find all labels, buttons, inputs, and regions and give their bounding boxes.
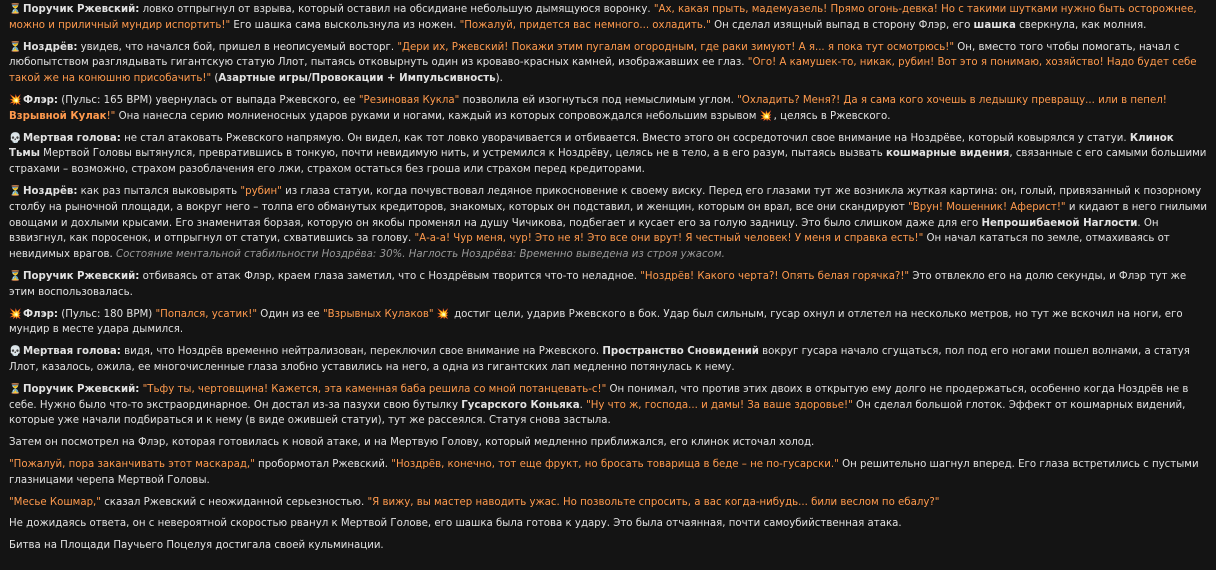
- log-paragraph: [9, 184, 1207, 263]
- narration-text: Мертвой Головы вытянулся, превратившись в тонкую, почти невидимую нить, и устремился к Ноздрёву, целясь не в тело, а в его разум, пытаясь вызвать: [39, 148, 886, 160]
- speaker-or-bold-text: Непрошибаемой Наглости: [981, 217, 1138, 229]
- speaker-or-bold-text: Мертвая голова:: [23, 346, 121, 358]
- log-paragraph: [9, 344, 1207, 376]
- narration-text: Один из ее: [257, 308, 323, 320]
- log-paragraph: [9, 382, 1207, 429]
- quote-text: "Я вижу, вы мастер наводить ужас. Но позвольте спросить, а вас когда-нибудь... били веслом по ебалу?": [367, 496, 940, 508]
- log-paragraph: [9, 435, 1207, 451]
- narration-text: достиг цели, ударив Ржевского в бок. Удар был сильным, гусар охнул и отлетел на несколько метров, но тут же вскочил на ноги, его мундир в месте удара дымился.: [9, 308, 1183, 336]
- speaker-or-bold-text: Мертвая голова:: [23, 132, 121, 144]
- narration-text: сказал Ржевский с неожиданной серьезностью.: [100, 496, 368, 508]
- quote-text: "Пожалуй, придется вас немного... охладить.": [459, 19, 711, 31]
- narration-text: (: [211, 73, 219, 85]
- quote-text: "Ноздрёв! Какого черта?! Опять белая горячка?!": [640, 270, 910, 282]
- speaker-or-bold-text: шашка: [973, 19, 1016, 31]
- narration-text: позволила ей изогнуться под немыслимым углом.: [459, 94, 738, 106]
- narration-text: вокруг гусара начало сгущаться, пол под его ногами пошел волнами, а статуя Ллот, казалось, ожила, ее многочисленные глаза злобно уставились на него, а одна из гигантских лап медленно потянулась к нему.: [9, 346, 1190, 373]
- speaker-or-bold-text: Флэр:: [23, 308, 58, 320]
- log-paragraph: [9, 516, 1207, 532]
- speaker-or-bold-text: Поручик Ржевский:: [23, 4, 140, 15]
- log-paragraph: [9, 495, 1207, 511]
- narration-text: Это отвлекло его на долю секунды, и Флэр тут же этим воспользовалась.: [9, 270, 1187, 298]
- log-paragraph: [9, 131, 1207, 178]
- quote-text: "Охладить? Меня?! Да я сама кого хочешь в ледышку превращу... или в пепел!: [737, 94, 1167, 106]
- quote-text-bold: Взрывной Кулак: [9, 110, 107, 122]
- quote-text: !": [106, 110, 116, 122]
- log-paragraph: [9, 269, 1207, 301]
- narration-text: Он понимал, что против этих двоих в открытую ему долго не продержаться, особенно когда Ноздрёв не в себе. Нужно было что-то экстраординарное. Он достал из-за пазухи свою бутылку: [9, 383, 1189, 411]
- speaker-or-bold-text: Гусарского Коньяка: [461, 399, 580, 411]
- speaker-or-bold-text: кошмарные видения: [885, 148, 1010, 160]
- log-paragraph: [9, 457, 1207, 489]
- hourglass-icon: ⏳: [9, 4, 22, 15]
- hourglass-icon: ⏳: [9, 41, 22, 53]
- narration-text: Затем он посмотрел на Флэр, которая готовилась к новой атаке, и на Мертвую Голову, который медленно приближался, его клинок источал холод.: [9, 437, 815, 449]
- narration-text: как раз пытался выковырять: [77, 185, 241, 197]
- narration-text: отбиваясь от атак Флэр, краем глаза заметил, что с Ноздрёвым творится что-то неладное.: [139, 270, 641, 282]
- narration-text: , связанные с его самыми большими страхами – возможно, страхом разоблачения его лжи, страхом остаться без гроша или страхом перед кредиторами.: [9, 148, 1207, 176]
- speaker-or-bold-text: Поручик Ржевский:: [23, 383, 140, 395]
- boom-icon: 💥: [9, 94, 22, 106]
- narration-text: Он сделал большой глоток. Эффект от кошмарных видений, которые уже начали подбираться и к нему (в виде ожившей статуи), тут же рассеялся. Статуя снова застыла.: [9, 399, 1186, 427]
- log-paragraph: [9, 93, 1207, 125]
- narration-text: не стал атаковать Ржевского напрямую. Он видел, как тот ловко уворачивается и отбивается. Вместо этого он сосредоточил свое внимание на Ноздрёве, который ковырялся у статуи.: [120, 132, 1130, 144]
- quote-text: "Ну что ж, господа... и дамы! За ваше здоровье!": [586, 399, 853, 411]
- narration-text: , целясь в Ржевского.: [773, 110, 891, 122]
- speaker-or-bold-text: Ноздрёв:: [23, 41, 78, 53]
- log-paragraph: [9, 40, 1207, 87]
- status-note: Состояние ментальной стабильности Ноздрёва: 30%. Наглость Ноздрёва: Временно выведена из строя ужасом.: [116, 249, 725, 261]
- log-paragraph: [9, 538, 1207, 554]
- speaker-or-bold-text: Клинок Тьмы: [9, 132, 1174, 160]
- quote-text: "А-а-а! Чур меня, чур! Это не я! Это все они врут! Я честный человек! У меня и справка есть!": [414, 233, 924, 245]
- quote-text: "Месье Кошмар,": [9, 496, 101, 508]
- speaker-or-bold-text: Азартные игры/Провокации + Импульсивность: [218, 73, 496, 85]
- boom-icon: 💥: [759, 110, 773, 122]
- narration-text: Он, вместо того чтобы помогать, начал с любопытством разглядывать гигантскую статую Ллот, пытаясь отковырнуть один из кроваво-красных камней, изображавших ее глаз.: [9, 41, 1180, 69]
- narration-text: Он решительно шагнул вперед. Его глаза встретились с пустыми глазницами черепа Мертвой Головы.: [9, 458, 1199, 486]
- narration-text: Она нанесла серию молниеносных ударов руками и ногами, каждый из которых сопровождался небольшим взрывом: [115, 110, 760, 122]
- quote-text: "Попался, усатик!": [155, 308, 258, 320]
- narration-text: Его шашка сама выскользнула из ножен.: [230, 19, 460, 31]
- hourglass-icon: ⏳: [9, 270, 22, 282]
- boom-icon: 💥: [436, 308, 450, 320]
- quote-text: "Дери их, Ржевский! Покажи этим пугалам огородным, где раки зимуют! А я... я пока тут осмотрюсь!": [397, 41, 955, 53]
- speaker-or-bold-text: Флэр:: [23, 94, 58, 106]
- narration-text: из глаза статуи, когда почувствовал ледяное прикосновение к своему виску. Перед его глазами тут же возникла жуткая картина: он, голый, привязанный к позорному столбу на рыночной площади, а вокруг него – толпа его обманутых кредиторов, знакомых, которых он подставил, и женщин, которым он врал, все они скандируют: [9, 185, 1202, 213]
- quote-text: "рубин": [240, 185, 282, 197]
- skull-icon: 💀: [9, 132, 22, 144]
- narration-text: увидев, что начался бой, пришел в неописуемый восторг.: [77, 41, 398, 53]
- speaker-or-bold-text: Поручик Ржевский:: [23, 270, 140, 282]
- narration-text: сверкнула, как молния.: [1015, 19, 1147, 31]
- narration-text: .: [579, 399, 587, 411]
- hourglass-icon: ⏳: [9, 383, 22, 395]
- narration-text: Битва на Площади Паучьего Поцелуя достигала своей кульминации.: [9, 540, 384, 552]
- speaker-or-bold-text: Ноздрёв:: [23, 185, 78, 197]
- quote-text: "Тьфу ты, чертовщина! Кажется, эта каменная баба решила со мной потанцевать-с!": [142, 383, 607, 395]
- quote-text: "Пожалуй, пора заканчивать этот маскарад,": [9, 458, 255, 470]
- narration-text: (Пульс: 165 BPM) увернулась от выпада Ржевского, ее: [57, 94, 359, 106]
- quote-text: "Резиновая Кукла": [358, 94, 460, 106]
- narration-text: Он сделал изящный выпад в сторону Флэр, его: [710, 19, 974, 31]
- quote-text: "Ого! А камушек-то, никак, рубин! Вот это я понимаю, хозяйство! Надо будет себе такой же на конюшню присобачить!": [9, 57, 1197, 85]
- hourglass-icon: ⏳: [9, 185, 22, 197]
- narration-text: (Пульс: 180 BPM): [57, 308, 156, 320]
- narration-text: видя, что Ноздрёв временно нейтрализован, переключил свое внимание на Ржевского.: [120, 346, 603, 358]
- skull-icon: 💀: [9, 346, 22, 358]
- narration-text: и кидают в него гнилыми овощами и дохлыми крысами. Его знаменитая борзая, которую он якобы променял на душу Чичикова, подбегает и кусает его за голую задницу. Это было слишком даже для его: [9, 201, 1208, 229]
- quote-text: "Ах, какая прыть, мадемуазель! Прямо огонь-девка! Но с такими шутками нужно быть осторожнее, можно и приличный мундир испортить!": [9, 4, 1197, 31]
- quote-text: "Ноздрёв, конечно, тот еще фрукт, но бросать товарища в беде – не по-гусарски.": [391, 458, 839, 470]
- speaker-or-bold-text: Пространство Сновидений: [602, 346, 759, 358]
- narration-text: пробормотал Ржевский.: [254, 458, 392, 470]
- quote-text: "Врун! Мошенник! Аферист!": [908, 201, 1066, 213]
- narration-text: ).: [495, 73, 503, 85]
- quote-text: "Взрывных Кулаков": [322, 308, 434, 320]
- narration-text: Он начал кататься по земле, отмахиваясь от невидимых врагов.: [9, 233, 1170, 261]
- log-paragraph: [9, 2, 1207, 34]
- narration-text: . Он взвизгнул, как поросенок, и отпрыгнул от статуи, схватившись за голову.: [9, 217, 1159, 245]
- narration-text: ловко отпрыгнул от взрыва, который оставил на обсидиане небольшую дымящуюся воронку.: [139, 4, 654, 15]
- boom-icon: 💥: [9, 308, 22, 320]
- log-paragraph: [9, 307, 1207, 339]
- narration-text: Не дожидаясь ответа, он с невероятной скоростью рванул к Мертвой Голове, его шашка была готова к удару. Это была отчаянная, почти самоубийственная атака.: [9, 518, 902, 530]
